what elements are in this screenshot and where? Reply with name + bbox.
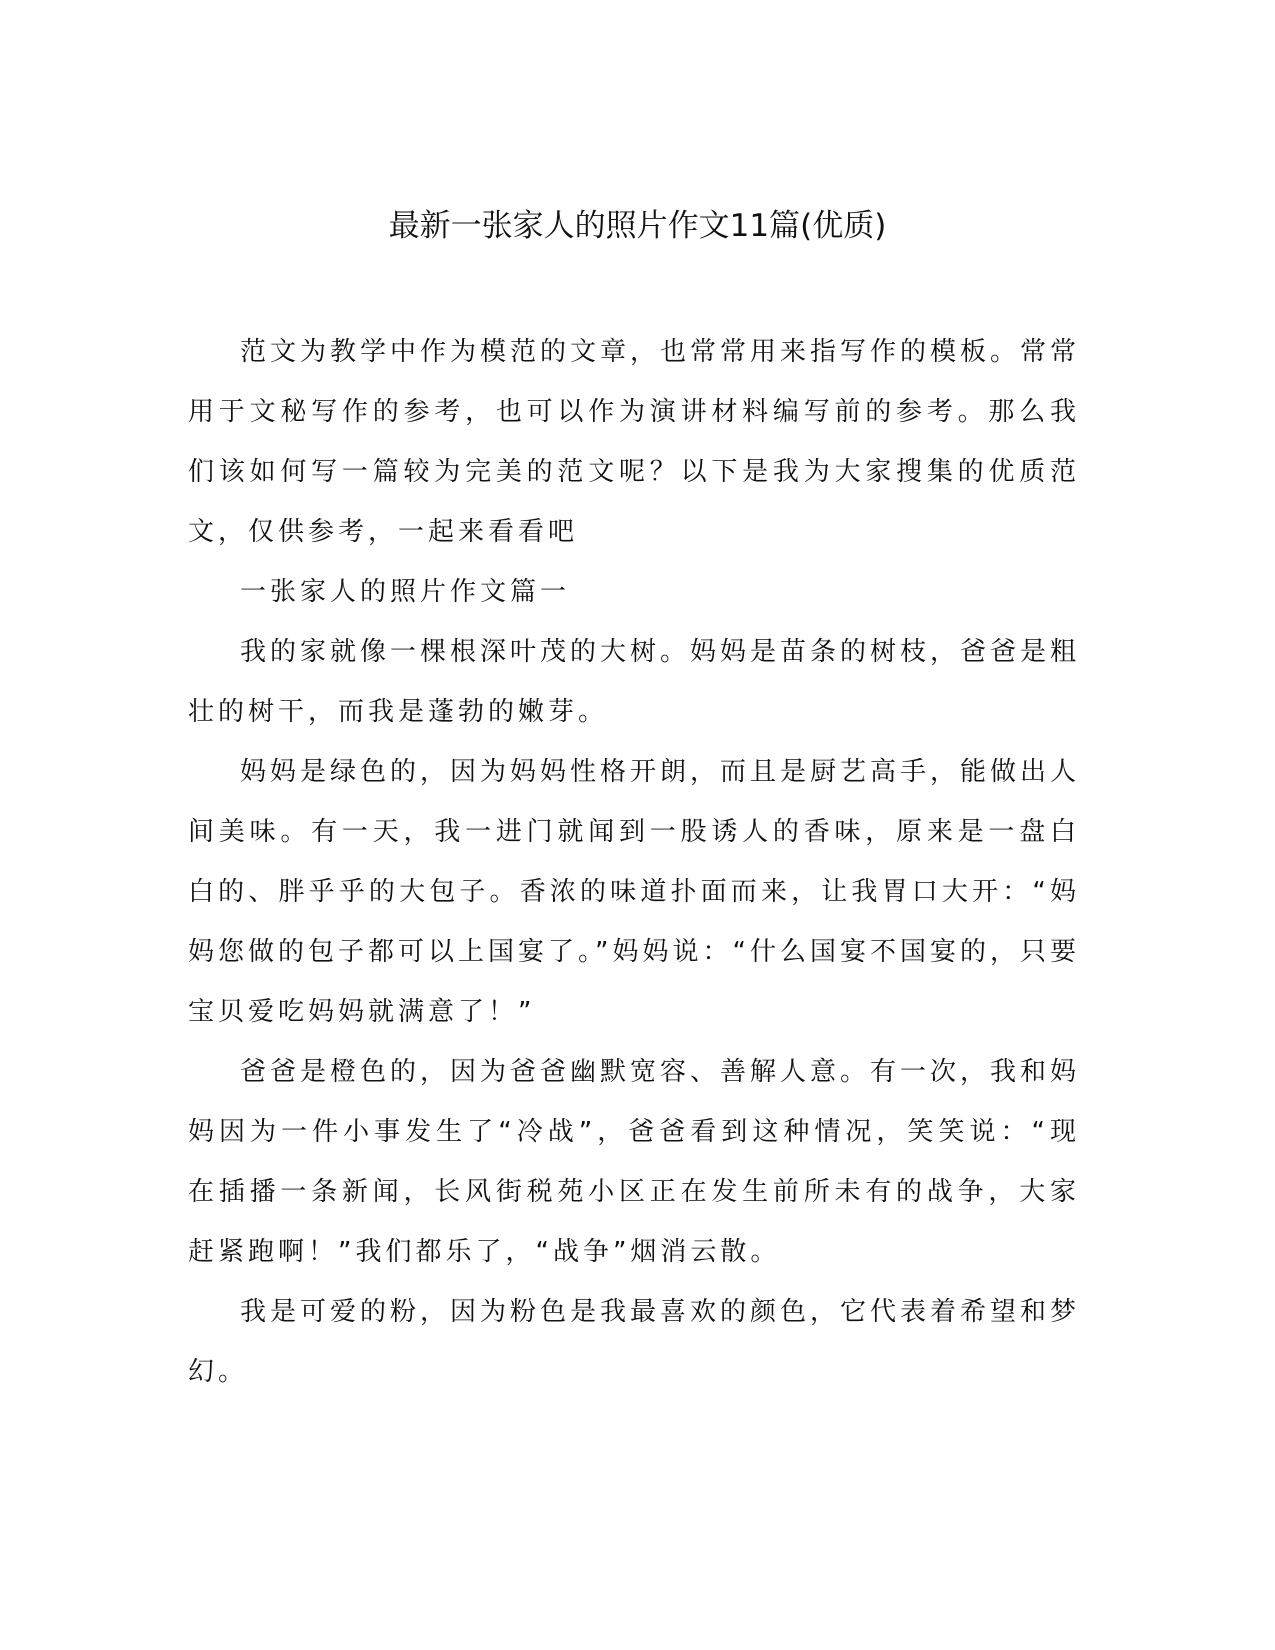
document-body xyxy=(188,322,1080,1402)
body-paragraph: 我是可爱的粉，因为粉色是我最喜欢的颜色，它代表着希望和梦幻。 xyxy=(188,1297,1081,1387)
body-paragraph: 我的家就像一棵根深叶茂的大树。妈妈是苗条的树枝，爸爸是粗壮的树干，而我是蓬勃的嫩芽。 xyxy=(188,637,1081,727)
section-heading: 一张家人的照片作文篇一 xyxy=(240,577,571,607)
body-paragraph: 爸爸是橙色的，因为爸爸幽默宽容、善解人意。有一次，我和妈妈因为一件小事发生了“冷战”，爸爸看到这种情况，笑笑说：“现在插播一条新闻，长风街税苑小区正在发生前所未有的战争，大家赶紧跑啊！”我们都乐了，“战争”烟消云散。 xyxy=(188,1057,1081,1267)
intro-paragraph: 范文为教学中作为模范的文章，也常常用来指写作的模板。常常用于文秘写作的参考，也可以作为演讲材料编写前的参考。那么我们该如何写一篇较为完美的范文呢？以下是我为大家搜集的优质范文，仅供参考，一起来看看吧 xyxy=(188,337,1081,547)
document-title: 最新一张家人的照片作文11篇(优质) xyxy=(388,208,887,244)
body-paragraph: 妈妈是绿色的，因为妈妈性格开朗，而且是厨艺高手，能做出人间美味。有一天，我一进门就闻到一股诱人的香味，原来是一盘白白的、胖乎乎的大包子。香浓的味道扑面而来，让我胃口大开：“妈妈您做的包子都可以上国宴了。”妈妈说：“什么国宴不国宴的，只要宝贝爱吃妈妈就满意了！” xyxy=(188,757,1081,1027)
